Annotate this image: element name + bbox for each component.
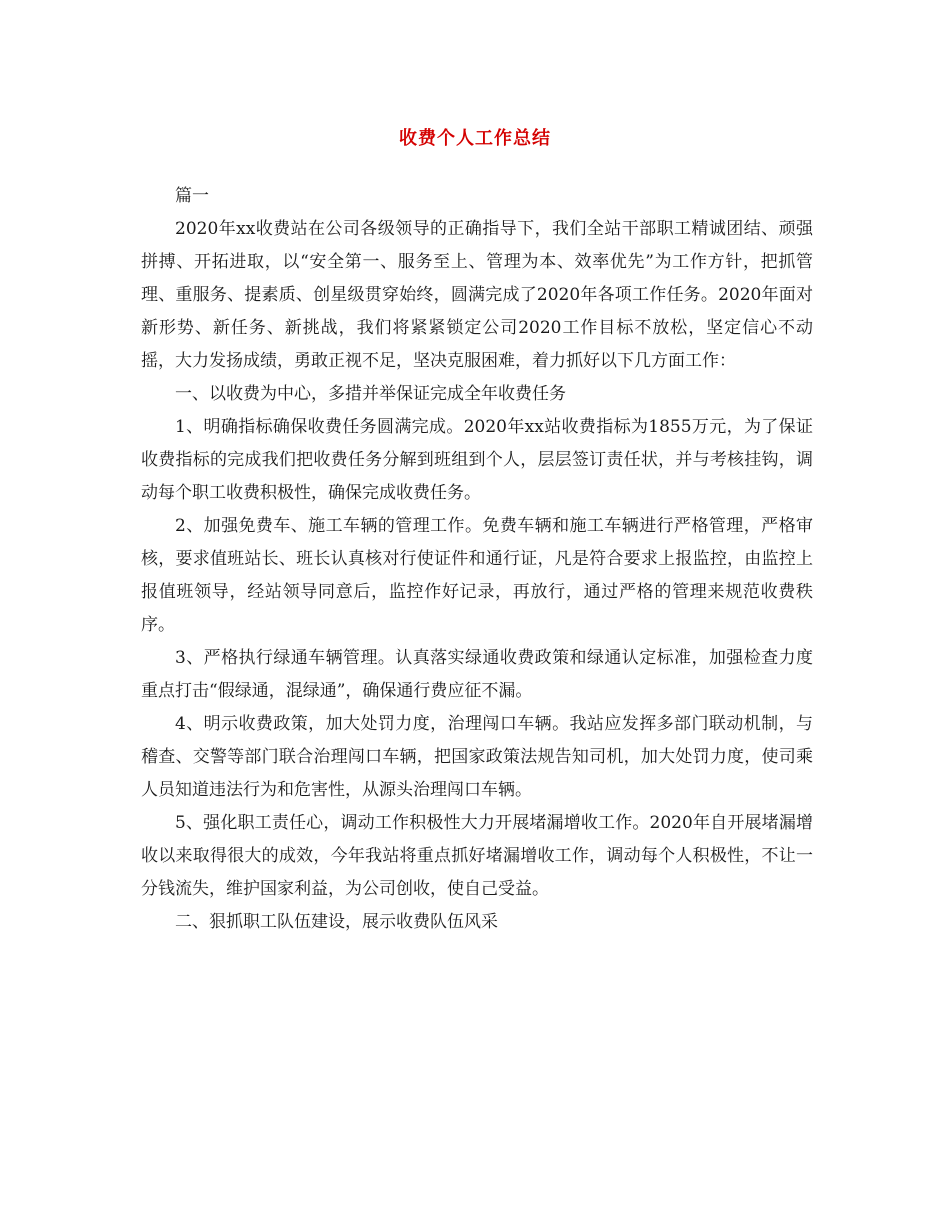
section-label: 篇一: [175, 186, 209, 206]
item-paragraph-1: 1、明确指标确保收费任务圆满完成。2020年xx站收费指标为1855万元，为了保证收费指标的完成我们把收费任务分解到班组到个人，层层签订责任状，并与考核挂钩，调动每个职工收费积极性，确保完成收费任务。: [141, 417, 813, 503]
document-body: [141, 180, 813, 939]
intro-paragraph: 2020年xx收费站在公司各级领导的正确指导下，我们全站干部职工精诚团结、顽强拼搏、开拓进取，以“安全第一、服务至上、管理为本、效率优先”为工作方针，把抓管理、重服务、提素质、创星级贯穿始终，圆满完成了2020年各项工作任务。2020年面对新形势、新任务、新挑战，我们将紧紧锁定公司2020工作目标不放松，坚定信心不动摇，大力发扬成绩，勇敢正视不足，坚决克服困难，着力抓好以下几方面工作：: [141, 219, 813, 371]
item-paragraph-5: 5、强化职工责任心，调动工作积极性大力开展堵漏增收工作。2020年自开展堵漏增收以来取得很大的成效，今年我站将重点抓好堵漏增收工作，调动每个人积极性，不让一分钱流失，维护国家利益，为公司创收，使自己受益。: [141, 813, 813, 899]
section-heading-1: 一、以收费为中心，多措并举保证完成全年收费任务: [175, 384, 566, 404]
item-paragraph-3: 3、严格执行绿通车辆管理。认真落实绿通收费政策和绿通认定标准，加强检查力度重点打击“假绿通，混绿通”，确保通行费应征不漏。: [141, 648, 813, 701]
item-paragraph-4: 4、明示收费政策，加大处罚力度，治理闯口车辆。我站应发挥多部门联动机制，与稽查、交警等部门联合治理闯口车辆，把国家政策法规告知司机，加大处罚力度，使司乘人员知道违法行为和危害性，从源头治理闯口车辆。: [141, 714, 813, 800]
item-paragraph-2: 2、加强免费车、施工车辆的管理工作。免费车辆和施工车辆进行严格管理，严格审核，要求值班站长、班长认真核对行使证件和通行证，凡是符合要求上报监控，由监控上报值班领导，经站领导同意后，监控作好记录，再放行，通过严格的管理来规范收费秩序。: [141, 516, 813, 635]
section-heading-2: 二、狠抓职工队伍建设，展示收费队伍风采: [175, 912, 498, 932]
document-title: 收费个人工作总结: [399, 128, 551, 149]
